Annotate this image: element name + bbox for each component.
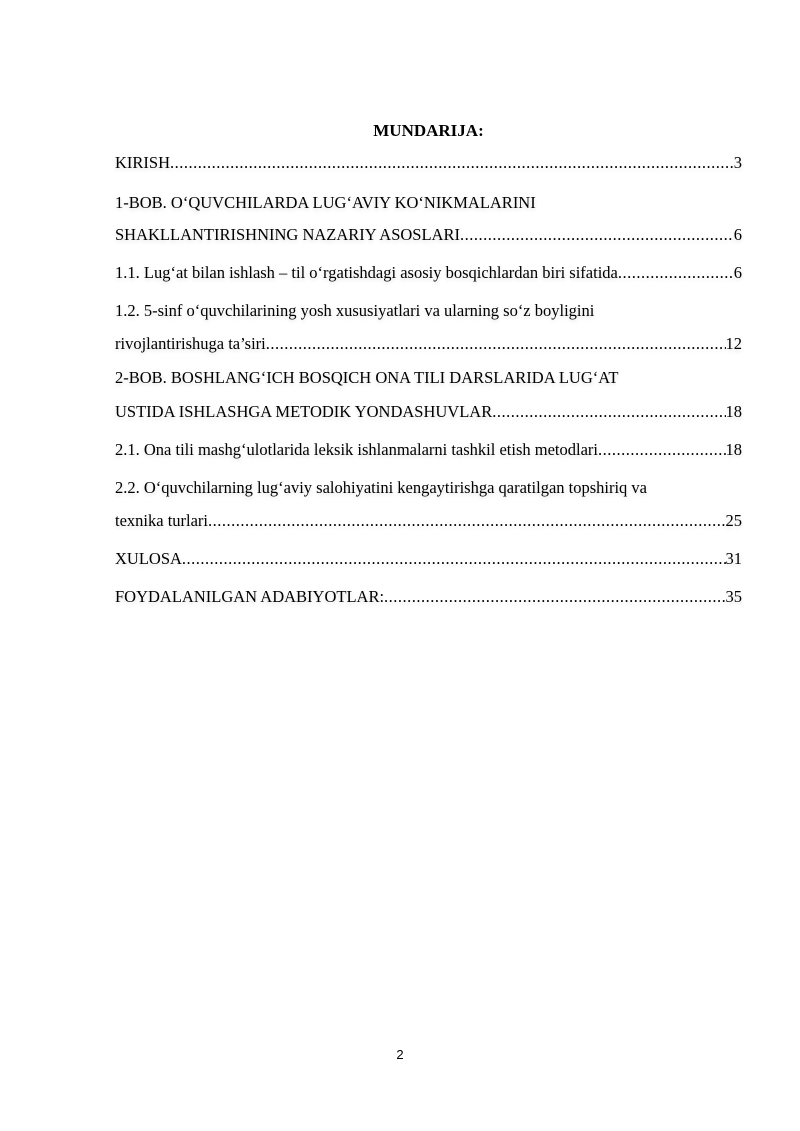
toc-title: MUNDARIJA: xyxy=(373,121,484,140)
dot-leader xyxy=(170,151,734,175)
toc-entry-line xyxy=(115,547,742,571)
toc-entry-label: 1.1. Lug‘at bilan ishlash – til o‘rgatishdagi asosiy bosqichlardan biri sifatida xyxy=(115,263,618,282)
page-number-footer: 2 xyxy=(396,1047,404,1062)
table-of-contents xyxy=(115,151,742,609)
dot-leader xyxy=(266,332,726,356)
dot-leader xyxy=(460,223,734,247)
toc-entry-label: SHAKLLANTIRISHNING NAZARIY ASOSLARI xyxy=(115,225,460,244)
toc-entry-label: KIRISH xyxy=(115,153,171,172)
toc-entry-chapter-2[interactable] xyxy=(115,366,742,424)
toc-page-number: 3 xyxy=(733,153,742,172)
toc-page-number: 12 xyxy=(725,334,742,353)
toc-page-number: 35 xyxy=(725,587,742,606)
toc-entry-kirish[interactable] xyxy=(115,151,742,175)
toc-entry-label: FOYDALANILGAN ADABIYOTLAR: xyxy=(115,587,385,606)
toc-entry-references[interactable] xyxy=(115,585,742,609)
toc-entry-line xyxy=(115,332,742,356)
toc-entry-section-1-1[interactable] xyxy=(115,261,742,285)
toc-page-number: 6 xyxy=(733,225,742,244)
toc-entry-line xyxy=(115,223,742,247)
toc-entry-line xyxy=(115,438,742,462)
dot-leader xyxy=(598,438,726,462)
toc-entry-line xyxy=(115,400,742,424)
dot-leader xyxy=(208,509,725,533)
dot-leader xyxy=(384,585,725,609)
toc-entry-line xyxy=(115,585,742,609)
toc-entry-label-line-1: 2.2. O‘quvchilarning lug‘aviy salohiyatini kengaytirishga qaratilgan topshiriq va xyxy=(115,478,648,497)
toc-entry-line xyxy=(115,509,742,533)
toc-entry-chapter-1[interactable] xyxy=(115,191,742,247)
toc-page-number: 18 xyxy=(725,402,742,421)
toc-page-number: 25 xyxy=(725,511,742,530)
toc-entry-label: 2.1. Ona tili mashg‘ulotlarida leksik ishlanmalarni tashkil etish metodlari xyxy=(115,440,598,459)
dot-leader xyxy=(182,547,726,571)
toc-entry-section-2-1[interactable] xyxy=(115,438,742,462)
toc-entry-section-1-2[interactable] xyxy=(115,299,742,356)
toc-entry-label: USTIDA ISHLASHGA METODIK YONDASHUVLAR xyxy=(115,402,493,421)
dot-leader xyxy=(618,261,734,285)
toc-entry-section-2-2[interactable] xyxy=(115,476,742,533)
toc-entry-label: XULOSA xyxy=(115,549,182,568)
toc-entry-label-line-1: 2-BOB. BOSHLANG‘ICH BOSQICH ONA TILI DARSLARIDA LUG‘AT xyxy=(115,368,619,387)
toc-entry-label: texnika turlari xyxy=(115,511,209,530)
toc-entry-label-line-1: 1.2. 5-sinf o‘quvchilarining yosh xususiyatlari va ularning so‘z boyligini xyxy=(115,301,595,320)
dot-leader xyxy=(492,400,725,424)
toc-entry-label: rivojlantirishuga ta’siri xyxy=(115,334,266,353)
toc-page-number: 31 xyxy=(725,549,742,568)
toc-entry-line xyxy=(115,151,742,175)
toc-page-number: 6 xyxy=(733,263,742,282)
toc-page-number: 18 xyxy=(725,440,742,459)
toc-entry-line xyxy=(115,261,742,285)
toc-entry-xulosa[interactable] xyxy=(115,547,742,571)
toc-entry-label-line-1: 1-BOB. O‘QUVCHILARDA LUG‘AVIY KO‘NIKMALARINI xyxy=(115,193,536,212)
